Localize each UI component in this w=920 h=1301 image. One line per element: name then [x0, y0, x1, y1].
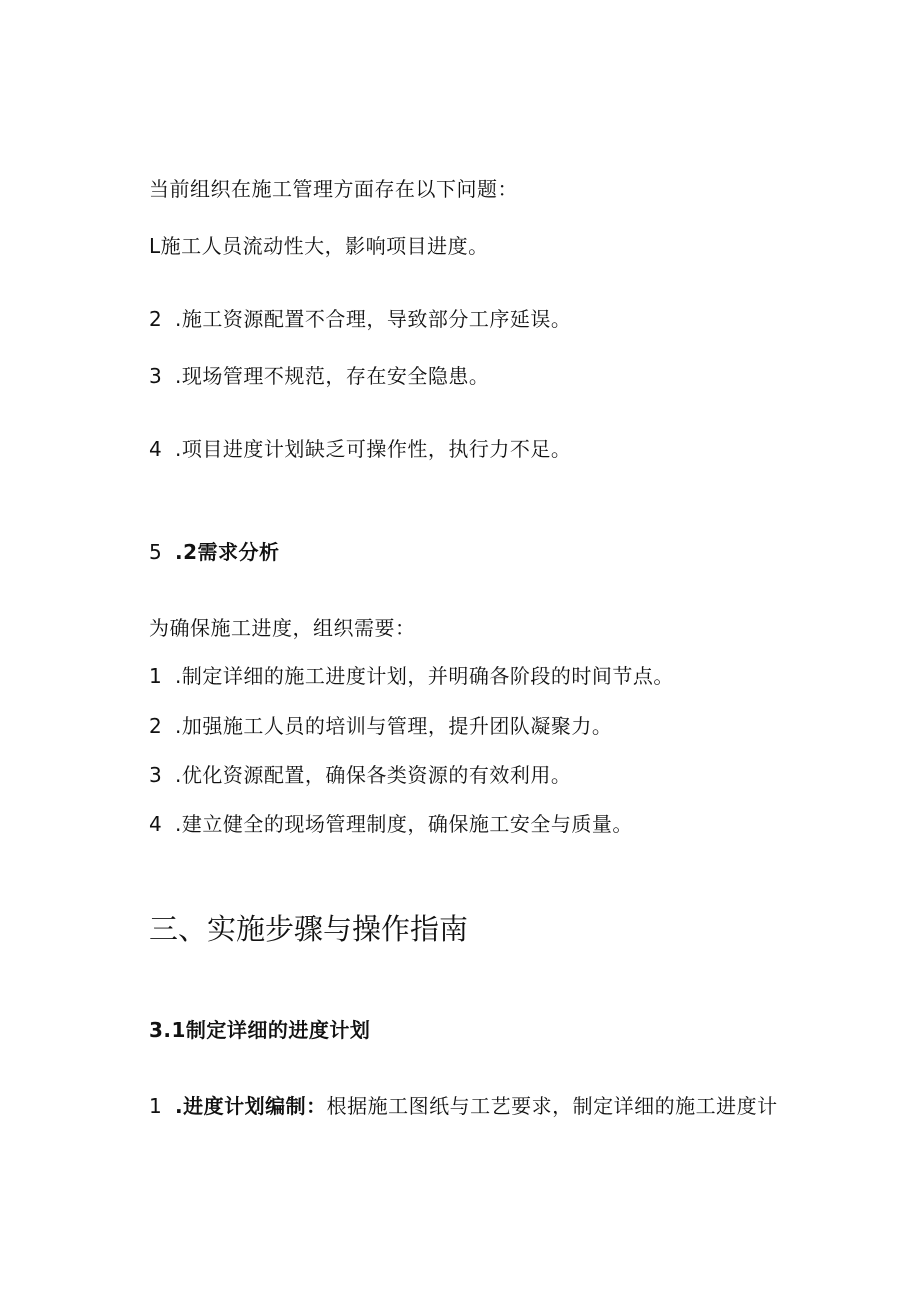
section-3-1-item-1-number: 1 [149, 1094, 163, 1118]
need-item-1 [149, 662, 674, 690]
section-3-1-item-1 [149, 1092, 778, 1120]
need-item-1-number: 1 [149, 664, 163, 688]
problem-item-3-number: 3 [149, 364, 163, 388]
need-item-4-text: .建立健全的现场管理制度，确保施工安全与质量。 [175, 812, 633, 836]
section-3-title: 三、实施步骤与操作指南 [149, 912, 469, 946]
problem-item-3 [149, 362, 489, 390]
need-item-2-number: 2 [149, 714, 163, 738]
problem-item-4-number: 4 [149, 437, 163, 461]
need-item-4-number: 4 [149, 812, 163, 836]
section-3-1-item-1-text: 根据施工图纸与工艺要求，制定详细的施工进度计 [326, 1094, 778, 1118]
needs-intro: 为确保施工进度，组织需要： [149, 616, 416, 640]
need-item-3 [149, 761, 571, 789]
need-item-3-number: 3 [149, 763, 163, 787]
needs-heading [149, 538, 280, 566]
need-item-3-text: .优化资源配置，确保各类资源的有效利用。 [175, 763, 572, 787]
problem-item-1-text: L施工人员流动性大，影响项目进度。 [149, 234, 489, 258]
problem-item-4 [149, 435, 571, 463]
problem-item-2 [149, 305, 571, 333]
need-item-1-text: .制定详细的施工进度计划，并明确各阶段的时间节点。 [175, 664, 674, 688]
problems-intro: 当前组织在施工管理方面存在以下问题： [149, 177, 518, 201]
section-3-1-item-1-label: .进度计划编制： [175, 1094, 327, 1118]
need-item-2-text: .加强施工人员的培训与管理，提升团队凝聚力。 [175, 714, 613, 738]
problem-item-4-text: .项目进度计划缺乏可操作性，执行力不足。 [175, 437, 572, 461]
problem-item-2-number: 2 [149, 307, 163, 331]
section-3-1-title: 3.1制定详细的进度计划 [149, 1018, 371, 1042]
problem-item-1 [149, 232, 489, 260]
needs-heading-number: 5 [149, 540, 163, 564]
problem-item-3-text: .现场管理不规范，存在安全隐患。 [175, 364, 490, 388]
need-item-4 [149, 810, 633, 838]
needs-heading-text: .2需求分析 [175, 540, 280, 564]
need-item-2 [149, 712, 612, 740]
problem-item-2-text: .施工资源配置不合理，导致部分工序延误。 [175, 307, 572, 331]
